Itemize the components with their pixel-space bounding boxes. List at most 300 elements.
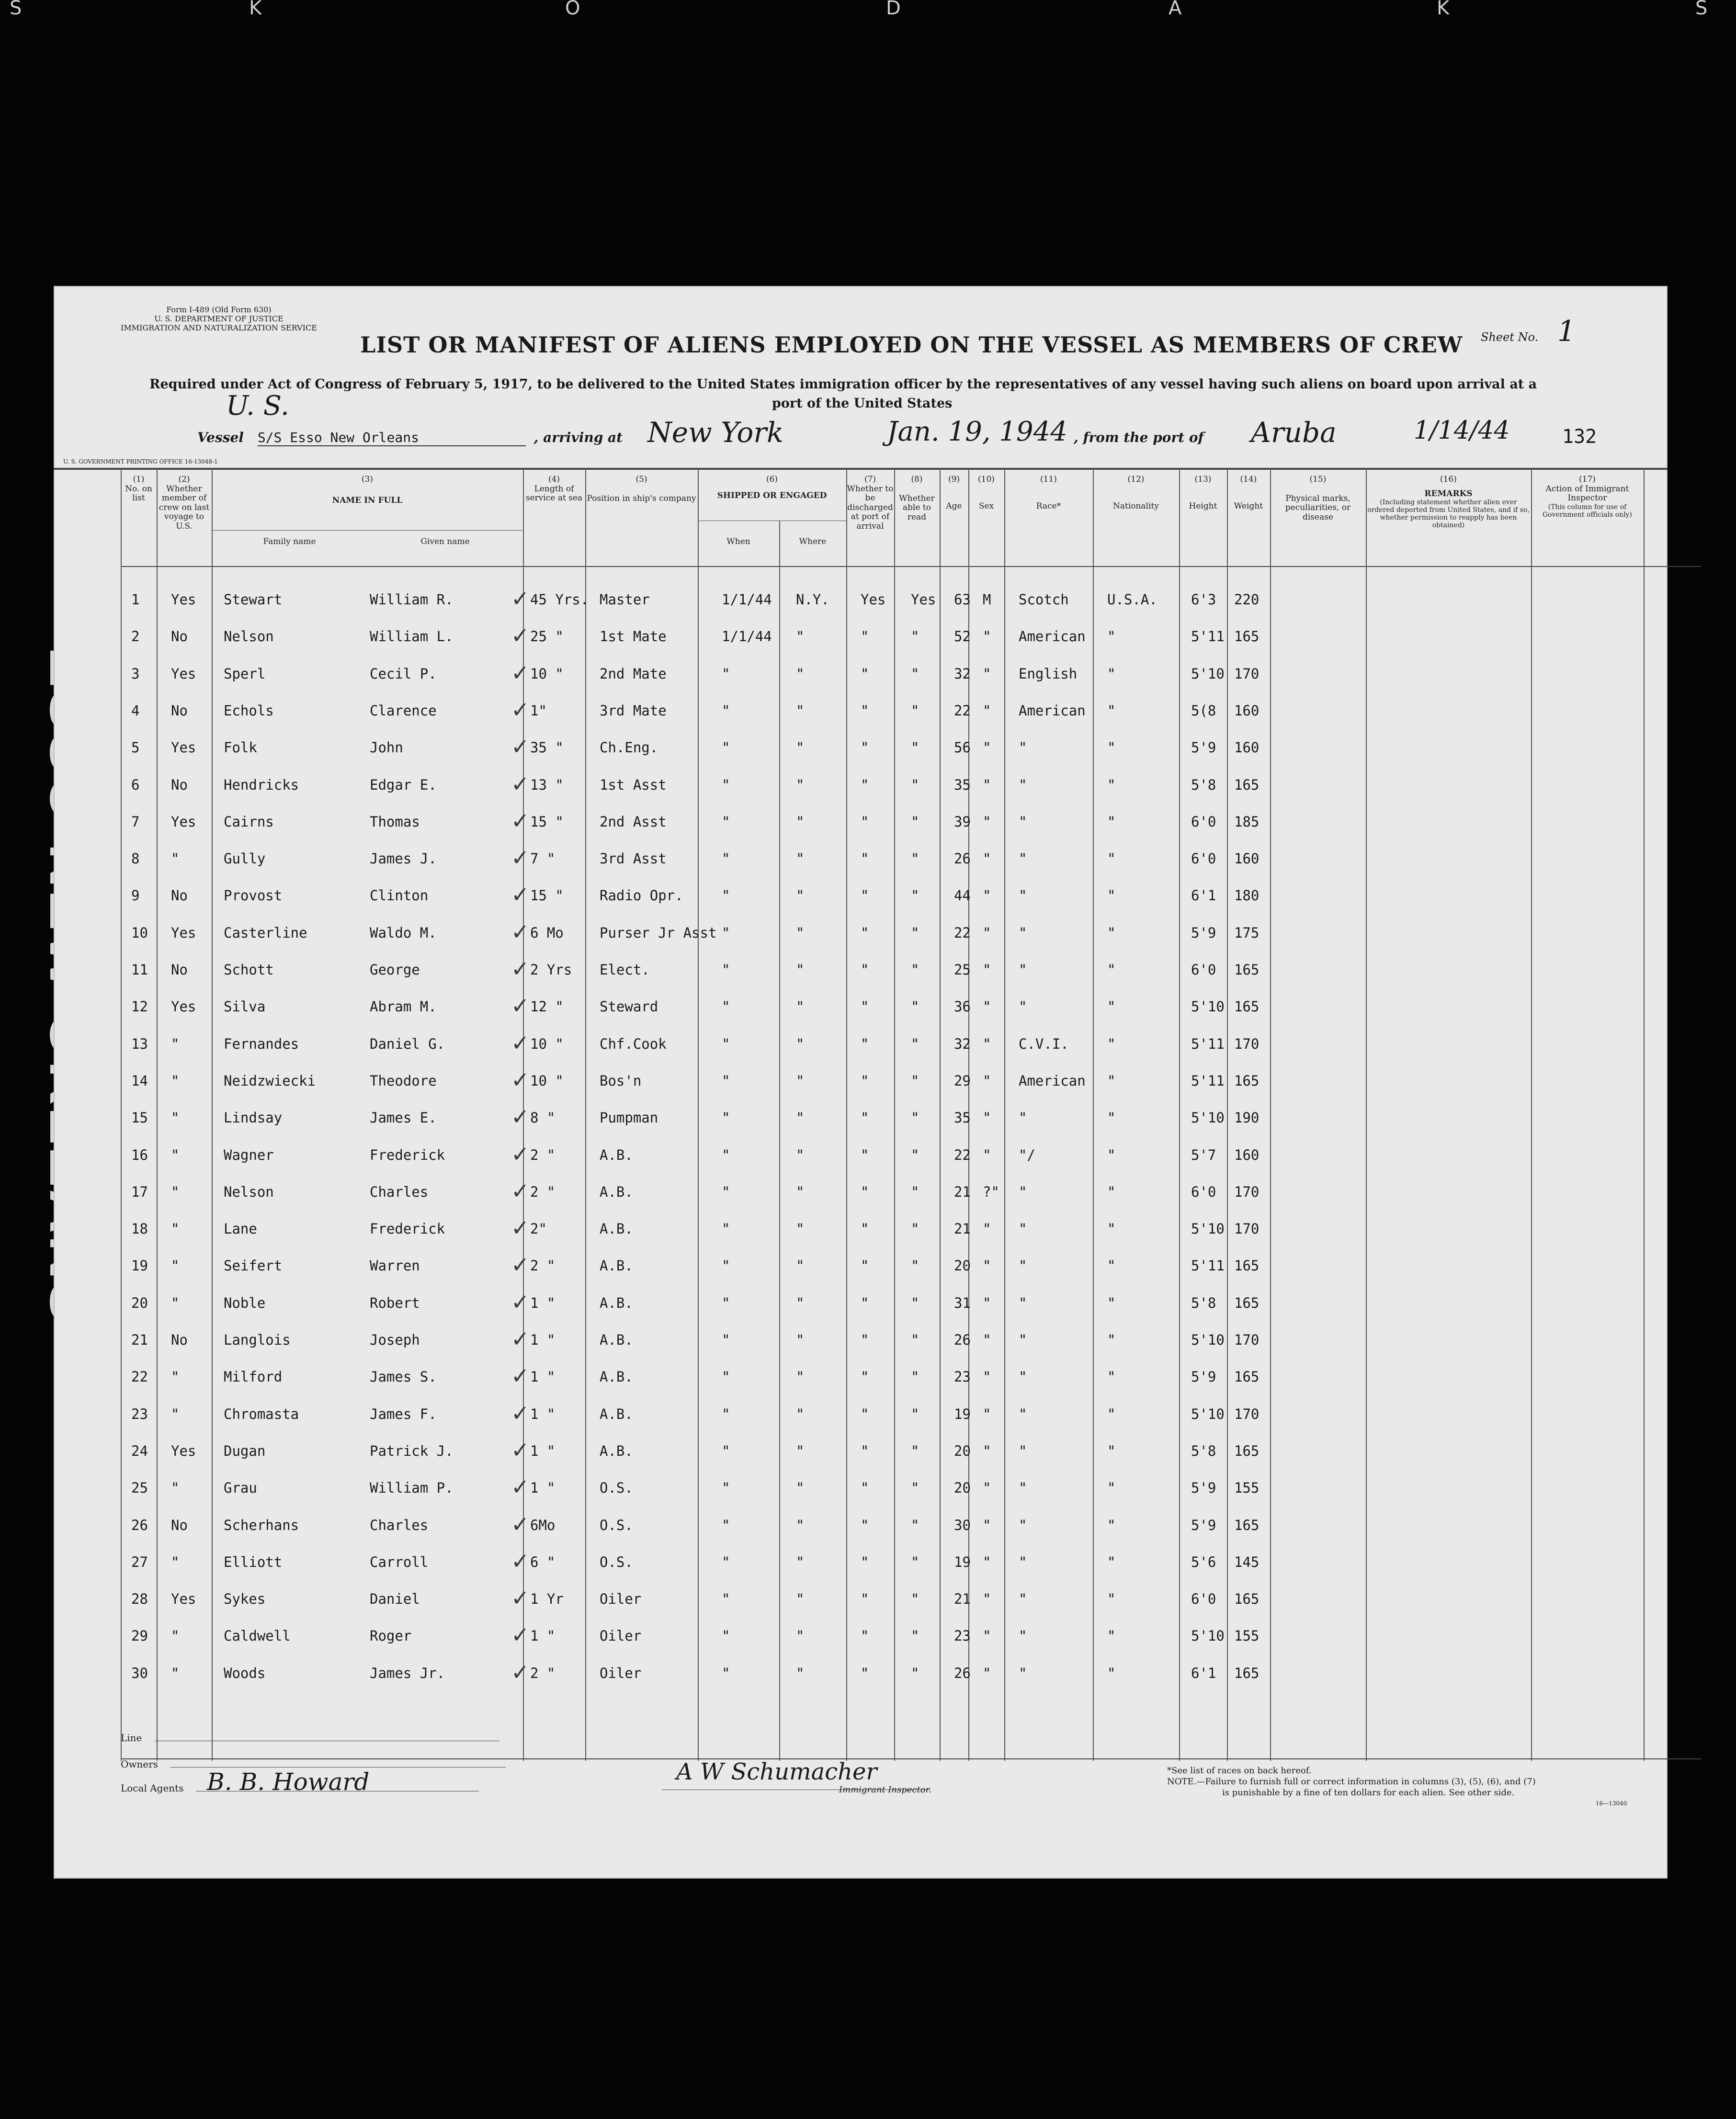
races-note: *See list of races on back hereof. [1167, 1766, 1312, 1776]
race-cell: " [1019, 1553, 1027, 1570]
given-name-cell: James Jr. [370, 1665, 445, 1681]
family-name-cell: Silva [224, 998, 266, 1015]
height-cell: 5(8 [1191, 702, 1216, 719]
age-cell: 21 [954, 1591, 971, 1608]
given-name-cell: Frederick [370, 1221, 445, 1237]
family-name-cell: Gully [224, 850, 266, 867]
no-on-list-cell: 12 [131, 998, 148, 1015]
sex-cell: " [983, 1480, 991, 1496]
race-cell: American [1019, 1072, 1086, 1089]
age-cell: 32 [954, 665, 971, 682]
shipped-where-cell: " [796, 628, 805, 645]
able-to-read-cell: " [911, 998, 919, 1015]
race-cell: " [1019, 1221, 1027, 1237]
height-cell: 5'9 [1191, 924, 1216, 941]
table-row [121, 845, 1701, 879]
weight-cell: 155 [1234, 1628, 1259, 1644]
owners-label: Owners [121, 1758, 159, 1770]
last-voyage-cell: " [171, 850, 180, 867]
position-cell: 1st Mate [600, 628, 667, 645]
line-label: Line [121, 1732, 142, 1744]
table-row [121, 1474, 1701, 1508]
no-on-list-cell: 28 [131, 1591, 148, 1608]
position-cell: 1st Asst [600, 776, 667, 793]
discharged-cell: " [861, 665, 869, 682]
nationality-cell: " [1107, 1072, 1116, 1089]
discharged-cell: " [861, 962, 869, 978]
length-of-service-cell: 1" [530, 702, 547, 719]
checkmark-icon: ✓ [511, 1548, 530, 1574]
no-on-list-cell: 9 [131, 887, 140, 904]
height-cell: 5'6 [1191, 1553, 1216, 1570]
sheet-label: Sheet No. [1481, 330, 1539, 344]
weight-cell: 170 [1234, 1183, 1259, 1200]
height-cell: 5'8 [1191, 1442, 1216, 1459]
table-row [121, 1437, 1701, 1472]
able-to-read-cell: " [911, 850, 919, 867]
last-voyage-cell: No [171, 702, 188, 719]
height-cell: 5'10 [1191, 1110, 1225, 1126]
given-name-cell: Patrick J. [370, 1442, 454, 1459]
nationality-cell: U.S.A. [1107, 591, 1157, 608]
shipped-where-cell: " [796, 1035, 805, 1052]
last-voyage-cell: No [171, 962, 188, 978]
nationality-cell: " [1107, 924, 1116, 941]
position-cell: A.B. [600, 1258, 633, 1274]
family-name-cell: Lane [224, 1221, 257, 1237]
checkmark-icon: ✓ [511, 734, 530, 760]
shipped-where-cell: " [796, 1221, 805, 1237]
sheet-number: 1 [1557, 315, 1576, 348]
col16-header: (16) REMARKS (Including statement whether alien ever ordered deported from United States, and if so, whether permission to reapply has been obtained) [1367, 475, 1530, 530]
length-of-service-cell: 2 " [530, 1258, 556, 1274]
where-header: Where [799, 537, 827, 546]
race-cell: " [1019, 998, 1027, 1015]
checkmark-icon: ✓ [511, 882, 530, 908]
no-on-list-cell: 20 [131, 1294, 148, 1311]
length-of-service-cell: 2 Yrs [530, 962, 572, 978]
age-cell: 39 [954, 813, 971, 830]
nationality-cell: " [1107, 887, 1116, 904]
no-on-list-cell: 17 [131, 1183, 148, 1200]
no-on-list-cell: 23 [131, 1405, 148, 1422]
age-cell: 23 [954, 1628, 971, 1644]
position-cell: Oiler [600, 1628, 642, 1644]
col11-header: (11) Race* [1036, 475, 1061, 511]
given-name-cell: Charles [370, 1517, 429, 1533]
shipped-where-cell: " [796, 887, 805, 904]
checkmark-icon: ✓ [511, 696, 530, 723]
nationality-cell: " [1107, 1258, 1116, 1274]
table-row [121, 1104, 1701, 1138]
last-voyage-cell: No [171, 1332, 188, 1348]
checkmark-icon: ✓ [511, 918, 530, 945]
discharged-cell: " [861, 1183, 869, 1200]
weight-cell: 165 [1234, 776, 1259, 793]
given-name-cell: John [370, 739, 403, 756]
sex-cell: " [983, 739, 991, 756]
shipped-where-cell: " [796, 1442, 805, 1459]
given-name-header: Given name [420, 537, 470, 546]
age-cell: 22 [954, 702, 971, 719]
sex-cell: " [983, 813, 991, 830]
sex-cell: " [983, 1110, 991, 1126]
shipped-when-cell: " [722, 850, 730, 867]
shipped-when-cell: " [722, 776, 730, 793]
position-cell: Bos'n [600, 1072, 642, 1089]
table-row [121, 1252, 1701, 1286]
shipped-when-cell: " [722, 1517, 730, 1533]
length-of-service-cell: 2 " [530, 1146, 556, 1163]
age-cell: 32 [954, 1035, 971, 1052]
shipped-when-cell: " [722, 887, 730, 904]
position-cell: Pumpman [600, 1110, 658, 1126]
shipped-where-cell: " [796, 1110, 805, 1126]
nationality-cell: " [1107, 1146, 1116, 1163]
length-of-service-cell: 2" [530, 1221, 547, 1237]
table-row [121, 807, 1701, 842]
position-cell: A.B. [600, 1332, 633, 1348]
last-voyage-cell: " [171, 1294, 180, 1311]
able-to-read-cell: " [911, 1369, 919, 1385]
length-of-service-cell: 13 " [530, 776, 564, 793]
nationality-cell: " [1107, 1591, 1116, 1608]
age-cell: 29 [954, 1072, 971, 1089]
height-cell: 5'11 [1191, 1072, 1225, 1089]
weight-cell: 165 [1234, 962, 1259, 978]
nationality-cell: " [1107, 1405, 1116, 1422]
last-voyage-cell: No [171, 1517, 188, 1533]
length-of-service-cell: 35 " [530, 739, 564, 756]
weight-cell: 165 [1234, 628, 1259, 645]
checkmark-icon: ✓ [511, 1511, 530, 1537]
family-name-cell: Fernandes [224, 1035, 299, 1052]
position-cell: A.B. [600, 1442, 633, 1459]
height-cell: 5'10 [1191, 665, 1225, 682]
position-cell: A.B. [600, 1405, 633, 1422]
weight-cell: 170 [1234, 1221, 1259, 1237]
given-name-cell: James S. [370, 1369, 437, 1385]
last-voyage-cell: Yes [171, 591, 196, 608]
checkmark-icon: ✓ [511, 1622, 530, 1648]
age-cell: 19 [954, 1553, 971, 1570]
discharged-cell: " [861, 776, 869, 793]
no-on-list-cell: 5 [131, 739, 140, 756]
departure-date: 1/14/44 [1414, 416, 1510, 445]
no-on-list-cell: 15 [131, 1110, 148, 1126]
sex-cell: " [983, 776, 991, 793]
shipped-when-cell: " [722, 1442, 730, 1459]
able-to-read-cell: " [911, 1294, 919, 1311]
shipped-when-cell: " [722, 1332, 730, 1348]
discharged-cell: " [861, 1405, 869, 1422]
last-voyage-cell: " [171, 1183, 180, 1200]
shipped-where-cell: " [796, 739, 805, 756]
length-of-service-cell: 45 Yrs. [530, 591, 589, 608]
checkmark-icon: ✓ [511, 1141, 530, 1167]
film-letter: K [249, 0, 291, 19]
vessel-name: S/S Esso New Orleans [258, 430, 526, 446]
shipped-where-cell: " [796, 1480, 805, 1496]
no-on-list-cell: 10 [131, 924, 148, 941]
given-name-cell: Theodore [370, 1072, 437, 1089]
sex-cell: " [983, 665, 991, 682]
discharged-cell: " [861, 813, 869, 830]
last-voyage-cell: Yes [171, 1591, 196, 1608]
position-cell: Ch.Eng. [600, 739, 658, 756]
length-of-service-cell: 6 " [530, 1553, 556, 1570]
able-to-read-cell: " [911, 776, 919, 793]
length-of-service-cell: 1 " [530, 1628, 556, 1644]
age-cell: 35 [954, 776, 971, 793]
table-row [121, 1622, 1701, 1656]
position-cell: A.B. [600, 1294, 633, 1311]
race-cell: " [1019, 962, 1027, 978]
penalty-note-2: is punishable by a fine of ten dollars for each alien. See other side. [1222, 1788, 1515, 1798]
age-cell: 63 [954, 591, 971, 608]
age-cell: 20 [954, 1480, 971, 1496]
weight-cell: 160 [1234, 739, 1259, 756]
shipped-when-cell: 1/1/44 [722, 628, 772, 645]
able-to-read-cell: " [911, 962, 919, 978]
sex-cell: " [983, 1369, 991, 1385]
no-on-list-cell: 4 [131, 702, 140, 719]
sex-cell: M [983, 591, 991, 608]
weight-cell: 175 [1234, 924, 1259, 941]
weight-cell: 145 [1234, 1553, 1259, 1570]
discharged-cell: " [861, 1665, 869, 1681]
age-cell: 26 [954, 1332, 971, 1348]
table-row [121, 1363, 1701, 1397]
family-name-cell: Nelson [224, 628, 274, 645]
shipped-when-cell: " [722, 1221, 730, 1237]
length-of-service-cell: 2 " [530, 1665, 556, 1681]
height-cell: 5'8 [1191, 776, 1216, 793]
length-of-service-cell: 6Mo [530, 1517, 556, 1533]
length-of-service-cell: 15 " [530, 887, 564, 904]
nationality-cell: " [1107, 1480, 1116, 1496]
page-number: 132 [1562, 426, 1597, 448]
line-field [121, 1732, 499, 1744]
table-row [121, 882, 1701, 916]
film-letter: O [565, 0, 609, 19]
inspector-label: Immigrant Inspector. [839, 1785, 932, 1795]
sex-cell: " [983, 1294, 991, 1311]
family-name-cell: Neidzwiecki [224, 1072, 316, 1089]
col6-header: (6) SHIPPED OR ENGAGED [717, 475, 827, 500]
position-cell: Oiler [600, 1665, 642, 1681]
shipped-where-cell: N.Y. [796, 591, 829, 608]
no-on-list-cell: 13 [131, 1035, 148, 1052]
sex-cell: " [983, 1035, 991, 1052]
family-name-cell: Scherhans [224, 1517, 299, 1533]
from-port: Aruba [1251, 416, 1337, 449]
discharged-cell: " [861, 1591, 869, 1608]
table-row [121, 623, 1701, 657]
position-cell: Chf.Cook [600, 1035, 667, 1052]
table-row [121, 1178, 1701, 1212]
able-to-read-cell: " [911, 1480, 919, 1496]
age-cell: 31 [954, 1294, 971, 1311]
able-to-read-cell: " [911, 1517, 919, 1533]
family-name-cell: Echols [224, 702, 274, 719]
height-cell: 5'10 [1191, 1332, 1225, 1348]
length-of-service-cell: 7 " [530, 850, 556, 867]
length-of-service-cell: 8 " [530, 1110, 556, 1126]
no-on-list-cell: 22 [131, 1369, 148, 1385]
race-cell: " [1019, 1369, 1027, 1385]
discharged-cell: " [861, 998, 869, 1015]
shipped-when-cell: " [722, 665, 730, 682]
table-row [121, 956, 1701, 990]
height-cell: 5'8 [1191, 1294, 1216, 1311]
race-cell: " [1019, 1517, 1027, 1533]
able-to-read-cell: " [911, 1405, 919, 1422]
height-cell: 5'11 [1191, 1258, 1225, 1274]
race-cell: " [1019, 1258, 1027, 1274]
race-cell: " [1019, 1405, 1027, 1422]
height-cell: 6'0 [1191, 1183, 1216, 1200]
age-cell: 23 [954, 1369, 971, 1385]
no-on-list-cell: 6 [131, 776, 140, 793]
position-cell: 2nd Asst [600, 813, 667, 830]
given-name-cell: Edgar E. [370, 776, 437, 793]
given-name-cell: Joseph [370, 1332, 420, 1348]
penalty-note-1: NOTE.—Failure to furnish full or correct information in columns (3), (5), (6), and (7) [1167, 1777, 1536, 1787]
able-to-read-cell: " [911, 1110, 919, 1126]
last-voyage-cell: Yes [171, 813, 196, 830]
printing-office-line: U. S. GOVERNMENT PRINTING OFFICE 16-13048-1 [63, 458, 218, 465]
nationality-cell: " [1107, 962, 1116, 978]
discharged-cell: " [861, 1369, 869, 1385]
discharged-cell: " [861, 887, 869, 904]
table-row [121, 696, 1701, 731]
discharged-cell: " [861, 850, 869, 867]
family-name-cell: Caldwell [224, 1628, 291, 1644]
last-voyage-cell: " [171, 1035, 180, 1052]
height-cell: 5'11 [1191, 1035, 1225, 1052]
department-name: U. S. DEPARTMENT OF JUSTICE [154, 314, 284, 324]
sex-cell: " [983, 1332, 991, 1348]
age-cell: 20 [954, 1258, 971, 1274]
weight-cell: 190 [1234, 1110, 1259, 1126]
height-cell: 5'9 [1191, 739, 1216, 756]
last-voyage-cell: Yes [171, 1442, 196, 1459]
checkmark-icon: ✓ [511, 623, 530, 649]
sex-cell: " [983, 1553, 991, 1570]
nationality-cell: " [1107, 702, 1116, 719]
checkmark-icon: ✓ [511, 1437, 530, 1463]
family-name-cell: Hendricks [224, 776, 299, 793]
age-cell: 21 [954, 1183, 971, 1200]
when-header: When [726, 537, 750, 546]
given-name-cell: George [370, 962, 420, 978]
last-voyage-cell: " [171, 1258, 180, 1274]
table-row [121, 734, 1701, 768]
table-row [121, 1141, 1701, 1176]
discharged-cell: " [861, 1480, 869, 1496]
weight-cell: 165 [1234, 1294, 1259, 1311]
age-cell: 52 [954, 628, 971, 645]
shipped-when-cell: " [722, 1258, 730, 1274]
shipped-when-cell: 1/1/44 [722, 591, 772, 608]
shipped-when-cell: " [722, 1591, 730, 1608]
no-on-list-cell: 14 [131, 1072, 148, 1089]
col8-header: (8) Whether able to read [899, 475, 935, 522]
vessel-label: Vessel [197, 430, 244, 445]
checkmark-icon: ✓ [511, 807, 530, 834]
nationality-cell: " [1107, 998, 1116, 1015]
weight-cell: 170 [1234, 1035, 1259, 1052]
height-cell: 5'10 [1191, 998, 1225, 1015]
nationality-cell: " [1107, 1553, 1116, 1570]
last-voyage-cell: No [171, 776, 188, 793]
discharged-cell: " [861, 1553, 869, 1570]
family-name-cell: Schott [224, 962, 274, 978]
table-row [121, 659, 1701, 694]
able-to-read-cell: Yes [911, 591, 936, 608]
family-name-cell: Grau [224, 1480, 257, 1496]
age-cell: 21 [954, 1221, 971, 1237]
height-cell: 6'0 [1191, 1591, 1216, 1608]
last-voyage-cell: Yes [171, 665, 196, 682]
race-cell: English [1019, 665, 1078, 682]
discharged-cell: " [861, 1628, 869, 1644]
length-of-service-cell: 6 Mo [530, 924, 564, 941]
age-cell: 35 [954, 1110, 971, 1126]
length-of-service-cell: 15 " [530, 813, 564, 830]
form-identifier [121, 305, 317, 333]
checkmark-icon: ✓ [511, 1066, 530, 1093]
no-on-list-cell: 2 [131, 628, 140, 645]
given-name-cell: Frederick [370, 1146, 445, 1163]
able-to-read-cell: " [911, 1553, 919, 1570]
given-name-cell: Thomas [370, 813, 420, 830]
no-on-list-cell: 3 [131, 665, 140, 682]
age-cell: 22 [954, 924, 971, 941]
checkmark-icon: ✓ [511, 1215, 530, 1241]
shipped-when-cell: " [722, 924, 730, 941]
service-name: IMMIGRATION AND NATURALIZATION SERVICE [121, 323, 317, 333]
position-cell: O.S. [600, 1480, 633, 1496]
race-cell: " [1019, 1183, 1027, 1200]
height-cell: 5'11 [1191, 628, 1225, 645]
race-cell: " [1019, 739, 1027, 756]
no-on-list-cell: 26 [131, 1517, 148, 1533]
no-on-list-cell: 27 [131, 1553, 148, 1570]
arriving-label: , arriving at [533, 430, 623, 445]
race-cell: " [1019, 1442, 1027, 1459]
sex-cell: " [983, 1405, 991, 1422]
last-voyage-cell: Yes [171, 924, 196, 941]
nationality-cell: " [1107, 1110, 1116, 1126]
discharged-cell: " [861, 1517, 869, 1533]
nationality-cell: " [1107, 1183, 1116, 1200]
family-name-cell: Langlois [224, 1332, 291, 1348]
last-voyage-cell: " [171, 1110, 180, 1126]
nationality-cell: " [1107, 628, 1116, 645]
family-name-cell: Casterline [224, 924, 307, 941]
nationality-cell: " [1107, 1035, 1116, 1052]
weight-cell: 160 [1234, 1146, 1259, 1163]
given-name-cell: Warren [370, 1258, 420, 1274]
shipped-where-cell: " [796, 998, 805, 1015]
discharged-cell: " [861, 1221, 869, 1237]
checkmark-icon: ✓ [511, 771, 530, 797]
age-cell: 44 [954, 887, 971, 904]
no-on-list-cell: 30 [131, 1665, 148, 1681]
last-voyage-cell: Yes [171, 739, 196, 756]
